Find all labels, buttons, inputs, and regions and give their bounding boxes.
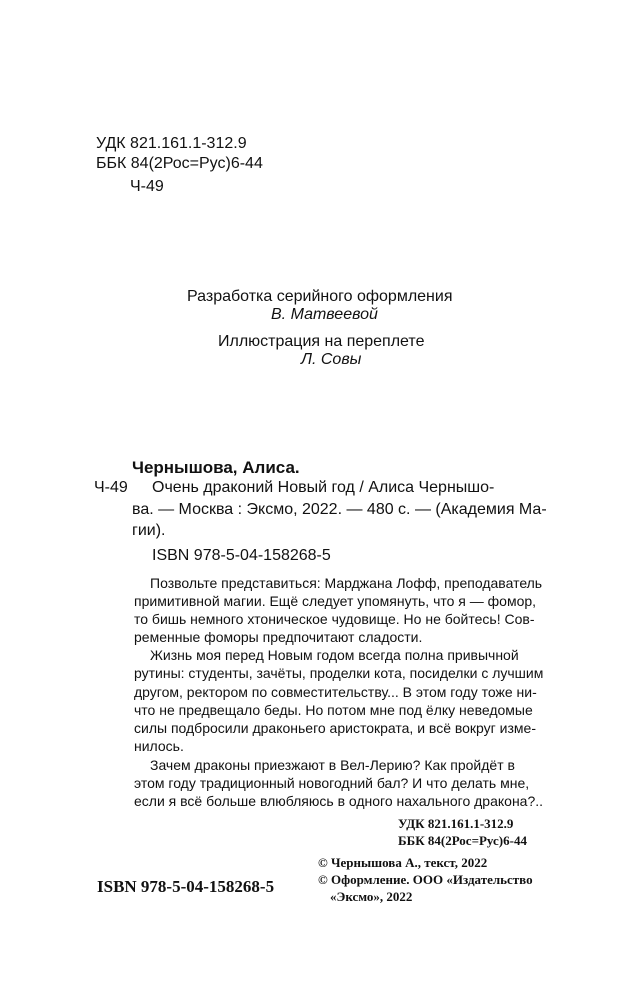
author-heading: Чернышова, Алиса. <box>132 458 300 477</box>
author-mark-top: Ч-49 <box>130 178 164 195</box>
catalog-entry-line-2: ва. — Москва : Эксмо, 2022. — 480 с. — (Академия Ма- <box>132 501 547 518</box>
catalog-entry-text-1: Очень драконий Новый год / Алиса Чернышо- <box>152 479 495 496</box>
annotation-p3-line-3: если я всё больше влюбляюсь в одного нахального дракона?.. <box>134 793 544 809</box>
udk-code-bottom: УДК 821.161.1-312.9 <box>398 816 514 831</box>
annotation-p1-line-2: примитивной магии. Ещё следует упомянуть, что я — фомор, <box>134 593 537 609</box>
copyright-publisher: «Эксмо», 2022 <box>330 889 413 904</box>
series-design-name: В. Матвеевой <box>271 306 378 323</box>
isbn-catalog: ISBN 978-5-04-158268-5 <box>152 547 331 564</box>
illustration-label: Иллюстрация на переплете <box>218 333 425 350</box>
bbk-code-bottom: ББК 84(2Рос=Рус)6-44 <box>398 833 527 848</box>
udk-code-top: УДК 821.161.1-312.9 <box>96 135 247 152</box>
annotation-p1-line-1: Позвольте представиться: Марджана Лофф, преподаватель <box>150 575 543 591</box>
annotation-p1-line-3: то бишь немного хтоническое чудовище. Но не бойтесь! Сов- <box>134 611 535 627</box>
annotation-p2-line-1: Жизнь моя перед Новым годом всегда полна привычной <box>150 647 519 663</box>
isbn-bottom: ISBN 978-5-04-158268-5 <box>97 877 275 896</box>
series-design-label: Разработка серийного оформления <box>187 288 453 305</box>
illustration-name: Л. Совы <box>301 351 362 368</box>
bbk-code-top: ББК 84(2Рос=Рус)6-44 <box>96 155 263 172</box>
catalog-entry-line-3: гии). <box>132 522 166 539</box>
annotation-p1-line-4: ременные фоморы предпочитают сладости. <box>134 629 423 645</box>
author-mark: Ч-49 <box>94 479 128 496</box>
catalog-entry-line-1 <box>152 478 558 498</box>
copyright-text: © Чернышова А., текст, 2022 <box>318 855 488 870</box>
annotation-p2-line-5: силы подбросили драконьего аристократа, и всё вокруг изме- <box>134 720 536 736</box>
annotation-p2-line-3: другом, ректором по совместительству... В этом году тоже ни- <box>134 684 537 700</box>
annotation-p2-line-4: что не предвещало беды. Но потом мне под ёлку неведомые <box>134 702 533 718</box>
annotation-p2-line-6: нилось. <box>134 738 184 754</box>
annotation-p3-line-1: Зачем драконы приезжают в Вел-Лерию? Как пройдёт в <box>150 757 515 773</box>
copyright-design: © Оформление. ООО «Издательство <box>318 872 533 887</box>
annotation-p3-line-2: этом году традиционный новогодний бал? И что делать мне, <box>134 775 530 791</box>
annotation-p2-line-2: рутины: студенты, зачёты, проделки кота, посиделки с лучшим <box>134 665 544 681</box>
